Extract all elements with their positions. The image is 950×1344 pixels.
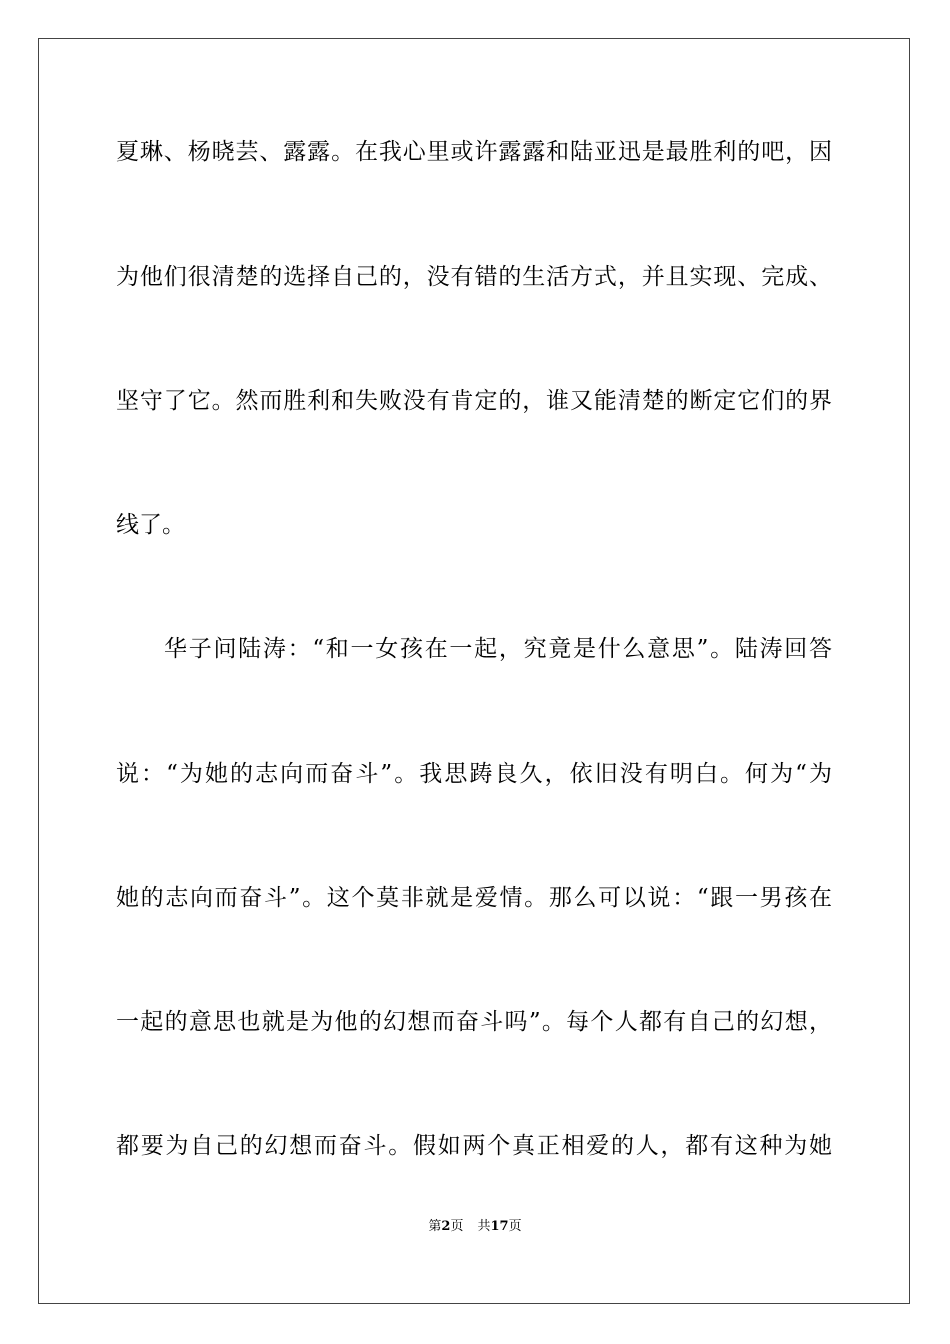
body-line-7: 她的志向而奋斗”。这个莫非就是爱情。那么可以说：“跟一男孩在 [116, 885, 832, 911]
page-number: 2 [441, 1219, 451, 1234]
total-prefix: 共 [477, 1219, 491, 1234]
body-line-2: 为他们很清楚的选择自己的，没有错的生活方式，并且实现、完成、 [116, 264, 832, 290]
body-line-5: 华子问陆涛：“和一女孩在一起，究竟是什么意思”。陆涛回答 [164, 636, 832, 662]
body-line-6: 说：“为她的志向而奋斗”。我思踌良久，依旧没有明白。何为“为 [116, 761, 832, 787]
body-line-4: 线了。 [116, 512, 185, 538]
total-pages: 17 [490, 1219, 509, 1234]
body-line-3: 坚守了它。然而胜利和失败没有肯定的，谁又能清楚的断定它们的界 [116, 388, 832, 414]
page-footer [0, 1218, 950, 1236]
body-line-1: 夏琳、杨晓芸、露露。在我心里或许露露和陆亚迅是最胜利的吧，因 [116, 139, 832, 165]
page-border [38, 38, 910, 1304]
page-suffix: 页 [450, 1219, 464, 1234]
page-prefix: 第 [428, 1219, 442, 1234]
body-line-9: 都要为自己的幻想而奋斗。假如两个真正相爱的人，都有这种为她 [116, 1133, 832, 1159]
total-suffix: 页 [508, 1219, 522, 1234]
body-line-8: 一起的意思也就是为他的幻想而奋斗吗”。每个人都有自己的幻想， [116, 1009, 832, 1035]
